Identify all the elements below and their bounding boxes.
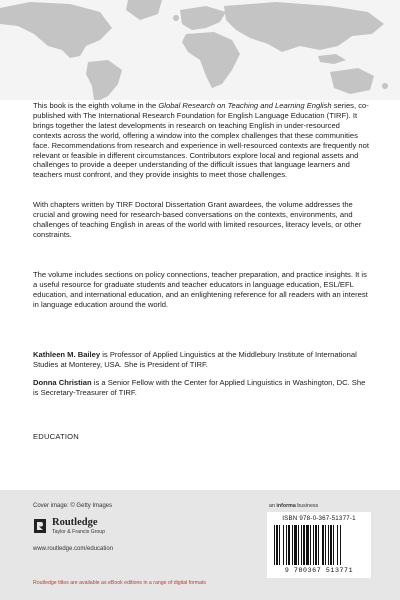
author-name: Kathleen M. Bailey	[33, 350, 101, 359]
blurb-paragraph-1: This book is the eighth volume in the Global Research on Teaching and Learning English series, co-published with The International Research Foundation for English Language Education (TIRF). It brings together the latest developments in research on teaching English in under-resourced contexts across the world, offering a window into the complex challenges that these communities face. Recommendations from research and experience in well-resourced contexts are frequently not relevant or feasible in different circumstances. Contributors explore local and regional assets and challenges to provide a deeper understanding of the difficult issues that language learners and teachers must confront, and they provide insights to meet those challenges.	[33, 101, 369, 180]
subject-category: EDUCATION	[33, 432, 79, 441]
author-bio-christian: Donna Christian is a Senior Fellow with the Center for Applied Linguistics in Washington, DC. She is Secretary-Treasurer of TIRF.	[33, 378, 366, 397]
ebook-availability-note: Routledge titles are available as eBook editions in a range of digital formats	[33, 580, 207, 586]
cover-image-credit: Cover image: © Getty Images	[33, 503, 113, 509]
publisher-group: Taylor & Francis Group	[52, 528, 106, 535]
author-name: Donna Christian	[33, 378, 92, 387]
blurb-paragraph-2: With chapters written by TIRF Doctoral Dissertation Grant awardees, the volume addresses the crucial and growing need for research-based conversations on the contexts, environments, and challenges of teaching English in areas of the world with limited resources, literacy levels, or other constraints.	[33, 200, 362, 239]
series-title: Global Research on Teaching and Learning English	[158, 101, 332, 110]
blurb-paragraph-3: The volume includes sections on policy connections, teacher preparation, and practice insights. It is a useful resource for graduate students and teacher educators in language education, ESL/EFL education, and international education, and an enlightening reference for all readers with an interest in language education around the world.	[33, 270, 368, 309]
publisher-name: Routledge	[52, 517, 98, 528]
routledge-emblem-icon	[33, 518, 47, 534]
author-bio-bailey: Kathleen M. Bailey is Professor of Applied Linguistics at the Middlebury Institute of International Studies at Monterey, USA. She is President of TIRF.	[33, 350, 357, 369]
barcode-image	[274, 525, 366, 565]
isbn-label: ISBN 978-0-367-51377-1	[282, 515, 356, 522]
publisher-website[interactable]: www.routledge.com/education	[33, 546, 114, 552]
barcode-panel	[267, 512, 371, 578]
world-map-image	[0, 0, 400, 100]
world-map-icon	[0, 0, 400, 100]
barcode-number: 9 780367 513771	[284, 567, 354, 574]
informa-business-tag: an informa business	[269, 503, 319, 509]
publisher-logo	[33, 518, 105, 535]
